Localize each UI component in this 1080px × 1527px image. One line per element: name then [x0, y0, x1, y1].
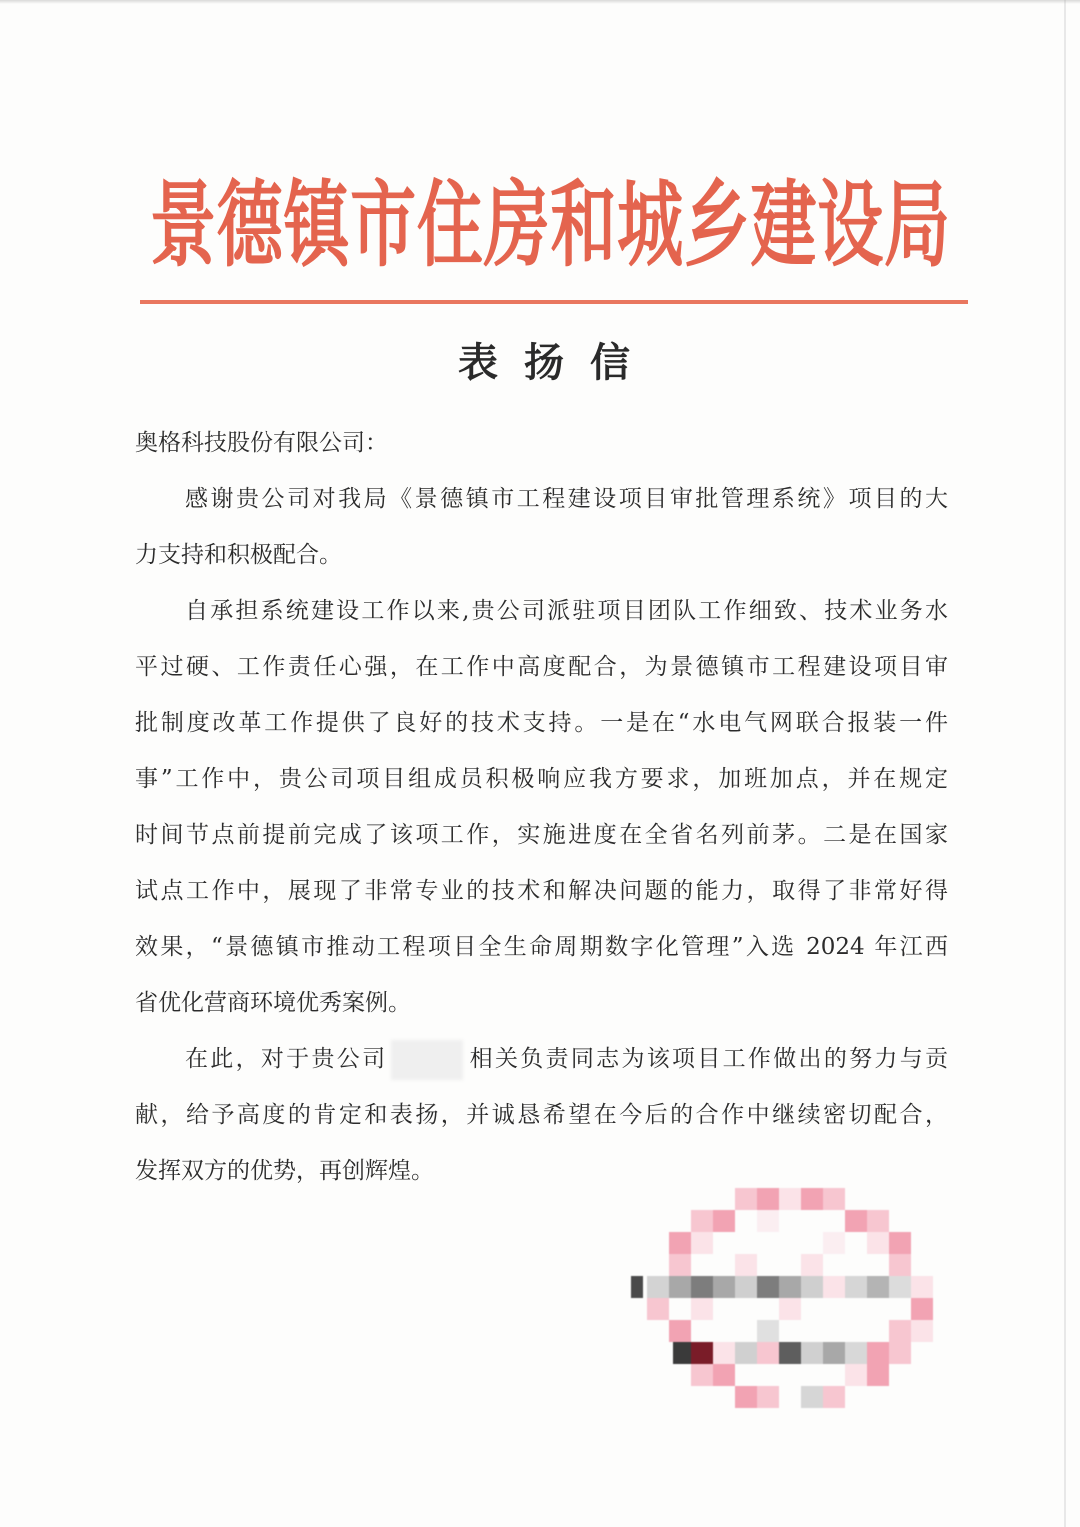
paragraph-3-line [135, 1031, 948, 1087]
letter-body [135, 415, 948, 1199]
paragraph-3 [135, 1031, 948, 1199]
agency-letterhead: 景德镇市住房和城乡建设局 [150, 169, 950, 281]
paragraph-2-line: 省优化营商环境优秀案例。 [135, 990, 411, 1016]
paragraph-2-line: 批制度改革工作提供了良好的技术支持。一是在“水电气网联合报装一件 [135, 710, 948, 736]
scan-edge-shadow-right [1064, 0, 1066, 1527]
paragraph-1 [135, 471, 948, 583]
paragraph-3-line: 发挥双方的优势，再创辉煌。 [135, 1158, 434, 1184]
redacted-name-block [391, 1040, 463, 1080]
paragraph-3-line: 献，给予高度的肯定和表扬，并诚恳希望在今后的合作中继续密切配合， [135, 1102, 948, 1128]
pixelated-seal-and-signature [625, 1188, 940, 1424]
paragraph-2-line: 试点工作中，展现了非常专业的技术和解决问题的能力，取得了非常好得 [135, 878, 948, 904]
paragraph-1-line: 感谢贵公司对我局《景德镇市工程建设项目审批管理系统》项目的大 [185, 486, 948, 512]
salutation: 奥格科技股份有限公司： [135, 430, 388, 456]
paragraph-2 [135, 583, 948, 1031]
paragraph-2-line: 平过硬、工作责任心强，在工作中高度配合，为景德镇市工程建设项目审 [135, 654, 948, 680]
letterhead-rule [140, 300, 968, 304]
paragraph-2-line: 时间节点前提前完成了该项工作，实施进度在全省名列前茅。二是在国家 [135, 822, 948, 848]
paragraph-1-line: 力支持和积极配合。 [135, 542, 342, 568]
paragraph-3-text-after-redaction: 相关负责同志为该项目工作做出的努力与贡 [467, 1046, 949, 1072]
paragraph-2-line: 事”工作中，贵公司项目组成员积极响应我方要求，加班加点，并在规定 [135, 766, 948, 792]
scan-edge-shadow-top [0, 0, 1080, 4]
paragraph-2-line: 自承担系统建设工作以来,贵公司派驻项目团队工作细致、技术业务水 [185, 598, 948, 624]
paragraph-2-line: 效果，“景德镇市推动工程项目全生命周期数字化管理”入选 2024 年江西 [135, 934, 948, 960]
document-title: 表扬信 [458, 339, 656, 386]
paragraph-3-text-before-redaction: 在此，对于贵公司 [185, 1046, 388, 1072]
